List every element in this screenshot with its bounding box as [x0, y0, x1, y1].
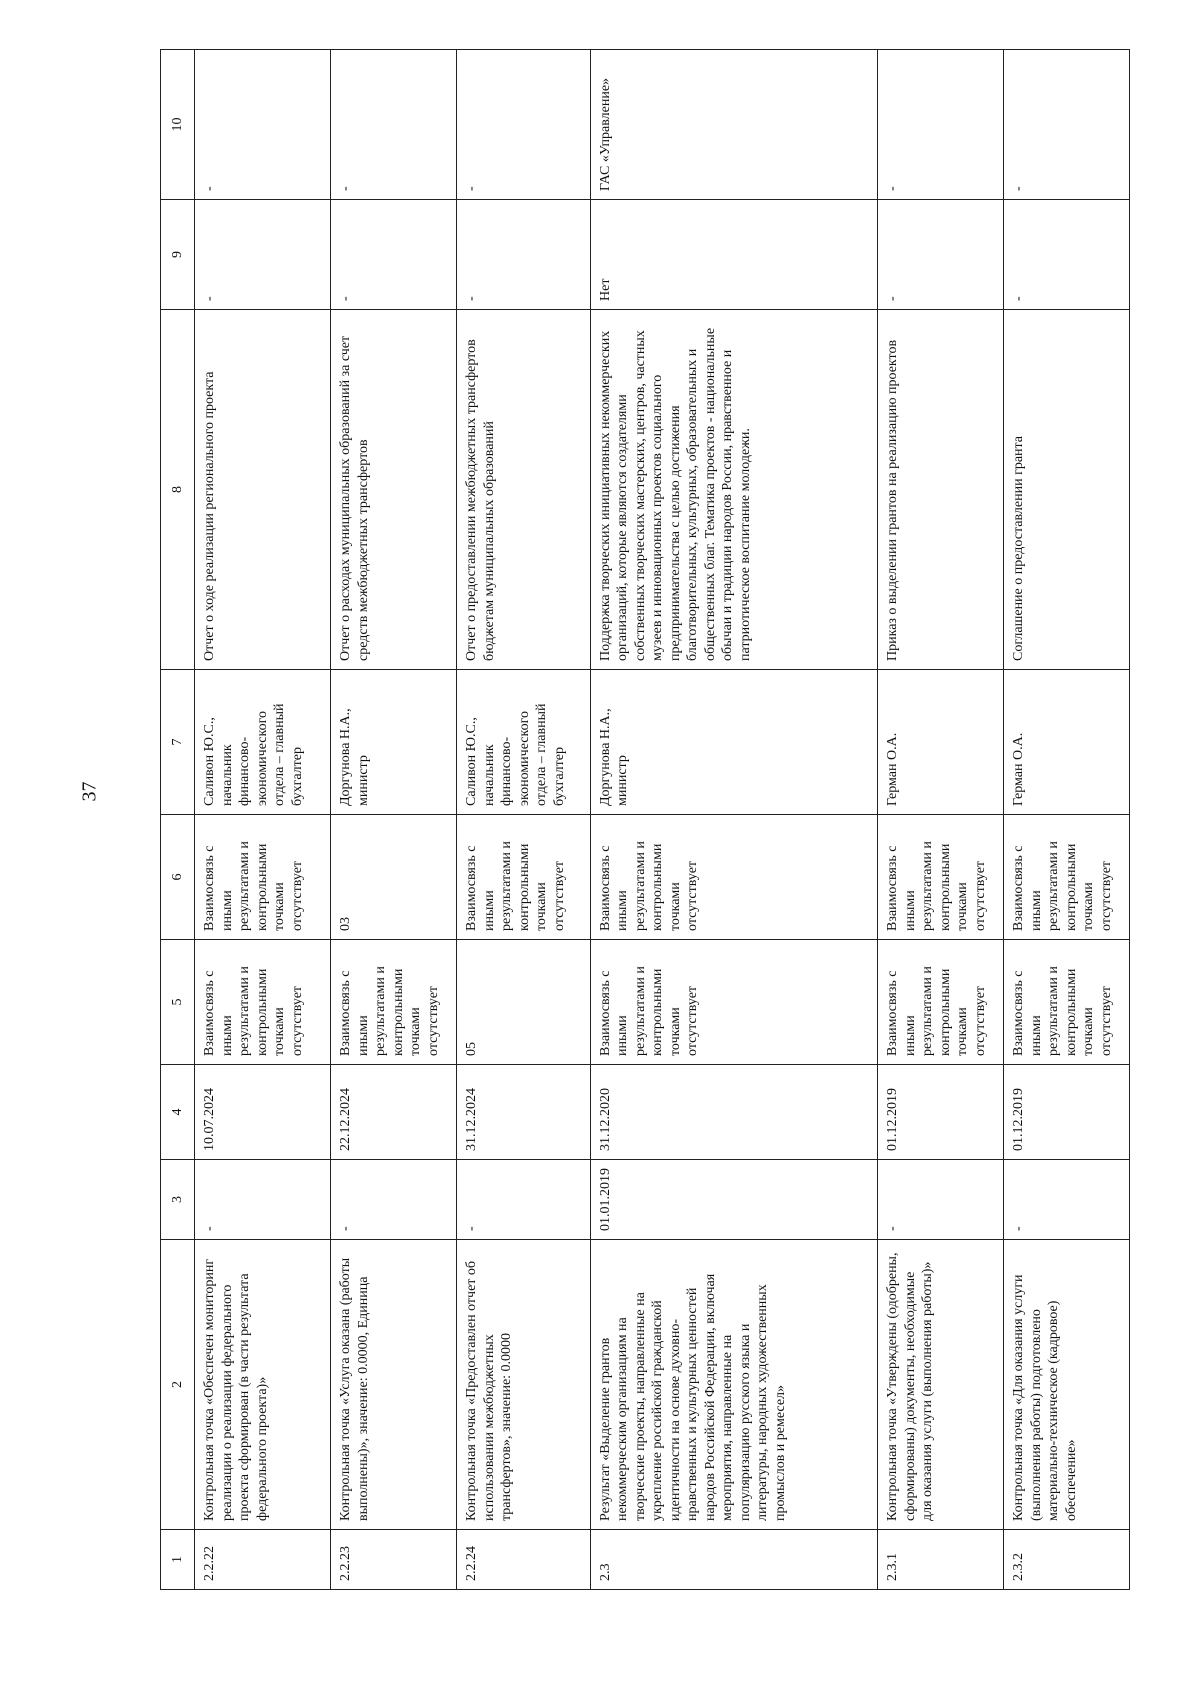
- responsible: Доргунова Н.А., министр: [590, 670, 878, 815]
- end-date: 31.12.2024: [457, 1065, 590, 1160]
- successors: Взаимосвязь с иными результатами и контрольными точками отсутствует: [590, 815, 878, 940]
- start-date: -: [195, 1160, 331, 1240]
- information-system: -: [457, 50, 590, 200]
- responsible: Доргунова Н.А., министр: [331, 670, 457, 815]
- information-system: -: [878, 50, 1004, 200]
- level-of-control: -: [195, 200, 331, 310]
- row-number: 2.2.24: [457, 1530, 590, 1590]
- level-of-control: Нет: [590, 200, 878, 310]
- end-date: 31.12.2020: [590, 1065, 878, 1160]
- responsible: Герман О.А.: [1004, 670, 1130, 815]
- column-header: 2: [161, 1240, 195, 1530]
- column-header: 7: [161, 670, 195, 815]
- row-number: 2.3.1: [878, 1530, 1004, 1590]
- document-description: Отчет о предоставлении межбюджетных трансфертов бюджетам муниципальных образований: [457, 310, 590, 670]
- column-header: 1: [161, 1530, 195, 1590]
- start-date: -: [331, 1160, 457, 1240]
- end-date: 01.12.2019: [878, 1065, 1004, 1160]
- predecessors: Взаимосвязь с иными результатами и контрольными точками отсутствует: [1004, 940, 1130, 1065]
- successors: Взаимосвязь с иными результатами и контрольными точками отсутствует: [457, 815, 590, 940]
- column-header: 9: [161, 200, 195, 310]
- successors: Взаимосвязь с иными результатами и контрольными точками отсутствует: [195, 815, 331, 940]
- event-name: Контрольная точка «Обеспечен мониторинг реализации о реализации федерального проекта сформирован (в части результата федерального проекта)»: [195, 1240, 331, 1530]
- information-system: -: [195, 50, 331, 200]
- start-date: -: [1004, 1160, 1130, 1240]
- level-of-control: -: [878, 200, 1004, 310]
- information-system: -: [331, 50, 457, 200]
- row-number: 2.3.2: [1004, 1530, 1130, 1590]
- document-description: Отчет о расходах муниципальных образований за счет средств межбюджетных трансфертов: [331, 310, 457, 670]
- successors: Взаимосвязь с иными результатами и контрольными точками отсутствует: [878, 815, 1004, 940]
- document-description: Приказ о выделении грантов на реализацию проектов: [878, 310, 1004, 670]
- event-name: Контрольная точка «Услуга оказана (работы выполнены)», значение: 0.0000, Единица: [331, 1240, 457, 1530]
- information-system: -: [1004, 50, 1130, 200]
- column-header: 6: [161, 815, 195, 940]
- predecessors: Взаимосвязь с иными результатами и контрольными точками отсутствует: [331, 940, 457, 1065]
- predecessors: Взаимосвязь с иными результатами и контрольными точками отсутствует: [590, 940, 878, 1065]
- table-row: [878, 50, 1004, 1590]
- row-number: 2.3: [590, 1530, 878, 1590]
- successors: Взаимосвязь с иными результатами и контрольными точками отсутствует: [1004, 815, 1130, 940]
- level-of-control: -: [331, 200, 457, 310]
- table-row: [590, 50, 878, 1590]
- page-number: 37: [78, 781, 101, 802]
- document-description: Соглашение о предоставлении гранта: [1004, 310, 1130, 670]
- responsible: Саливон Ю.С., начальник финансово-экономического отдела – главный бухгалтер: [195, 670, 331, 815]
- end-date: 10.07.2024: [195, 1065, 331, 1160]
- table-row: [331, 50, 457, 1590]
- start-date: -: [878, 1160, 1004, 1240]
- header-row: [161, 50, 195, 1590]
- table-row: [195, 50, 331, 1590]
- start-date: -: [457, 1160, 590, 1240]
- column-header: 10: [161, 50, 195, 200]
- successors: 03: [331, 815, 457, 940]
- document-description: Поддержка творческих инициативных некоммерческих организаций, которые являются создателями собственных творческих мастерских, центров, частных музеев и инновационных проектов социального предпринимательства с целью достижения благотворительных, культурных, образовательных и общественных благ. Тематика проектов - национальные обычаи и традиции народов России, нравственное и патриотическое воспитание молодежи.: [590, 310, 878, 670]
- end-date: 01.12.2019: [1004, 1065, 1130, 1160]
- column-header: 5: [161, 940, 195, 1065]
- event-name: Контрольная точка «Предоставлен отчет об использовании межбюджетных трансфертов», значение: 0.0000: [457, 1240, 590, 1530]
- level-of-control: -: [1004, 200, 1130, 310]
- predecessors: Взаимосвязь с иными результатами и контрольными точками отсутствует: [195, 940, 331, 1065]
- event-name: Контрольная точка «Утверждены (одобрены, сформированы) документы, необходимые для оказания услуги (выполнения работы)»: [878, 1240, 1004, 1530]
- row-number: 2.2.23: [331, 1530, 457, 1590]
- responsible: Саливон Ю.С., начальник финансово-экономического отдела – главный бухгалтер: [457, 670, 590, 815]
- column-header: 8: [161, 310, 195, 670]
- predecessors: 05: [457, 940, 590, 1065]
- column-header: 4: [161, 1065, 195, 1160]
- information-system: ГАС «Управление»: [590, 50, 878, 200]
- start-date: 01.01.2019: [590, 1160, 878, 1240]
- control-points-table: [160, 49, 1130, 1590]
- row-number: 2.2.22: [195, 1530, 331, 1590]
- document-description: Отчет о ходе реализации регионального проекта: [195, 310, 331, 670]
- level-of-control: -: [457, 200, 590, 310]
- column-header: 3: [161, 1160, 195, 1240]
- table-row: [1004, 50, 1130, 1590]
- end-date: 22.12.2024: [331, 1065, 457, 1160]
- event-name: Контрольная точка «Для оказания услуги (выполнения работы) подготовлено материально-техническое (кадровое) обеспечение»: [1004, 1240, 1130, 1530]
- predecessors: Взаимосвязь с иными результатами и контрольными точками отсутствует: [878, 940, 1004, 1065]
- event-name: Результат «Выделение грантов некоммерческим организациям на творческие проекты, направленные на укрепление российской гражданской идентичности на основе духовно-нравственных и культурных ценностей народов Российской Федерации, включая мероприятия, направленные на популяризацию русского языка и литературы, народных художественных промыслов и ремесел»: [590, 1240, 878, 1530]
- responsible: Герман О.А.: [878, 670, 1004, 815]
- table-row: [457, 50, 590, 1590]
- rotated-table-wrapper: [160, 50, 1130, 1590]
